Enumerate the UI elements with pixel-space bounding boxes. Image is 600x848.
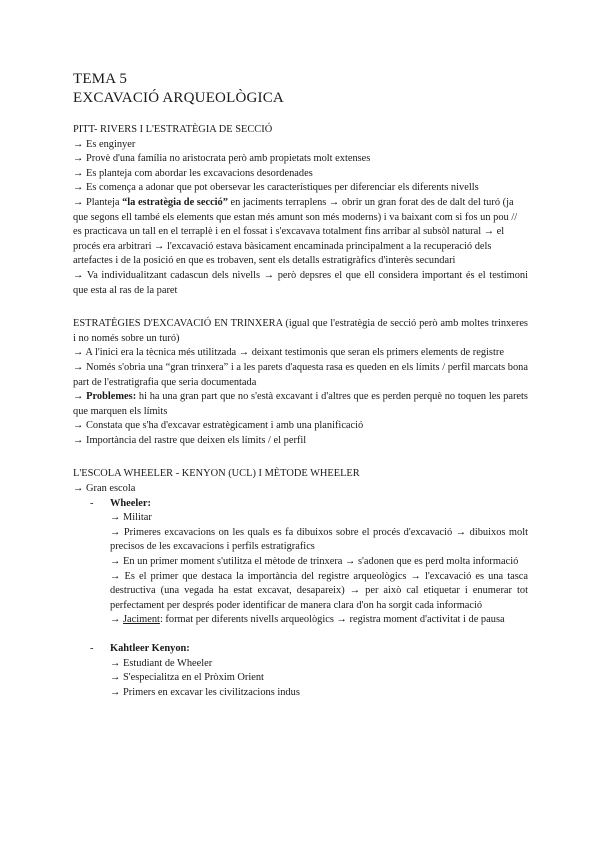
- list-item: → Es comença a adonar que pot obersevar les característiques per diferenciar els diferents nivells: [73, 182, 479, 194]
- list-item: → Es enginyer: [73, 138, 136, 150]
- list-item: → Militar: [110, 512, 152, 524]
- text-run: hi ha una gran part que no s'està excavant i d'altres que es perden perquè no toquen les parets que marquen els límits: [73, 391, 528, 417]
- list-item: → Primers en excavar les civilitzacions indus: [110, 686, 300, 698]
- list-item: → En un primer moment s'utilitza el mètode de trinxera → s'adonen que es perd molta informació: [110, 556, 519, 568]
- text-run: →: [73, 391, 87, 403]
- document-content: [73, 70, 528, 700]
- section-heading: PITT- RIVERS I L'ESTRATÈGIA DE SECCIÓ: [73, 124, 273, 135]
- spacer: [73, 628, 528, 642]
- underlined-term: Jaciment: [123, 614, 160, 626]
- list-item: → Gran escola: [73, 483, 136, 495]
- subheading-wheeler: Wheeler:: [110, 497, 151, 509]
- section-trinxera: [73, 317, 528, 448]
- bold-term: Problemes:: [86, 391, 137, 403]
- title-line-2: EXCAVACIÓ ARQUEOLÒGICA: [73, 90, 284, 106]
- list-item: → Provè d'una família no aristocrata però amb propietats molt extenses: [73, 153, 371, 165]
- text-run: →: [110, 614, 123, 626]
- wheeler-items: [73, 511, 528, 628]
- list-item: → Va individualitzant cadascun dels nivells → però depsres el que ell considera important és el testimoni que esta al ras de la paret: [73, 269, 528, 296]
- heading-text: ESTRATÈGIES D'EXCAVACIÓ EN TRINXERA: [73, 318, 283, 330]
- kenyon-items: [73, 657, 528, 701]
- list-item: → Es planteja com abordar les excavacions desordenades: [73, 167, 313, 179]
- title-line-1: TEMA 5: [73, 71, 128, 87]
- list-item: → Primeres excavacions on les quals es fa dibuixos sobre el procés d'excavació → dibuixos molt precisos de les excavacions i perfils estratigrafics: [110, 526, 528, 553]
- dash-bullet: -: [90, 497, 94, 509]
- section-wheeler-kenyon: [73, 467, 528, 700]
- subheading-kenyon: Kahtleer Kenyon:: [110, 643, 190, 654]
- heading-note: (igual que l'estratègia de secció però amb moltes trinxeres i no només sobre un turó): [73, 318, 528, 344]
- sublist-wheeler: [73, 497, 528, 512]
- text-run: : format per diferents nivells arqueològics → registra moment d'activitat i de pausa: [159, 614, 505, 626]
- list-item: → Importància del rastre que deixen els límits / el perfil: [73, 434, 307, 446]
- bold-term: “la estratègia de secció”: [122, 196, 228, 208]
- list-item: → A l'inici era la tècnica més utilitzada → deixant testimonis que seran els primers elements de registre: [73, 347, 504, 359]
- list-item: [73, 196, 528, 269]
- section-heading: [73, 317, 528, 346]
- list-item: [73, 390, 528, 419]
- list-item: [110, 613, 528, 628]
- dash-bullet: -: [90, 643, 94, 654]
- list-item: → Estudiant de Wheeler: [110, 657, 213, 669]
- text-run: en jaciments terraplens → obrir un gran forat des de dalt del turó (ja que segons ell també els elements que estan més amunt son més moderns) i va baixant com si fos un pou // es practicava un tall en el terraplè i en el fossat i s'excavava totalment fins arribar al subsòl natural → el procés era arbitrari → l'excavació estava bàsicament encaminada principalment a la recuperació dels artefactes i de la posició en que es trobaven, sent els detalls estratigràfics d'interès secundari: [73, 196, 518, 267]
- list-item: → Constata que s'ha d'excavar estratègicament i amb una planificació: [73, 420, 364, 432]
- section-heading: L'ESCOLA WHEELER - KENYON (UCL) I MÈTODE WHEELER: [73, 468, 360, 480]
- text-run: → Planteja: [73, 196, 123, 208]
- list-item: → S'especialitza en el Pròxim Orient: [110, 672, 264, 684]
- list-item: → Es el primer que destaca la importància del registre arqueològics → l'excavació es una tasca destructiva (una vegada ha estat excavat, desapareix) → per això cal etiquetar i enumerar tot perfectament per després poder identificar de manera clara d'on ha sorgit cada informació: [110, 570, 528, 611]
- document-title: [73, 70, 528, 108]
- section-pitt-rivers: [73, 123, 528, 298]
- list-item: → Només s'obria una “gran trinxera” i a les parets d'aquesta rasa es queden en els límits / perfil marcats bona part de l'estratigrafia que seria documentada: [73, 361, 528, 388]
- sublist-kenyon: [73, 642, 528, 657]
